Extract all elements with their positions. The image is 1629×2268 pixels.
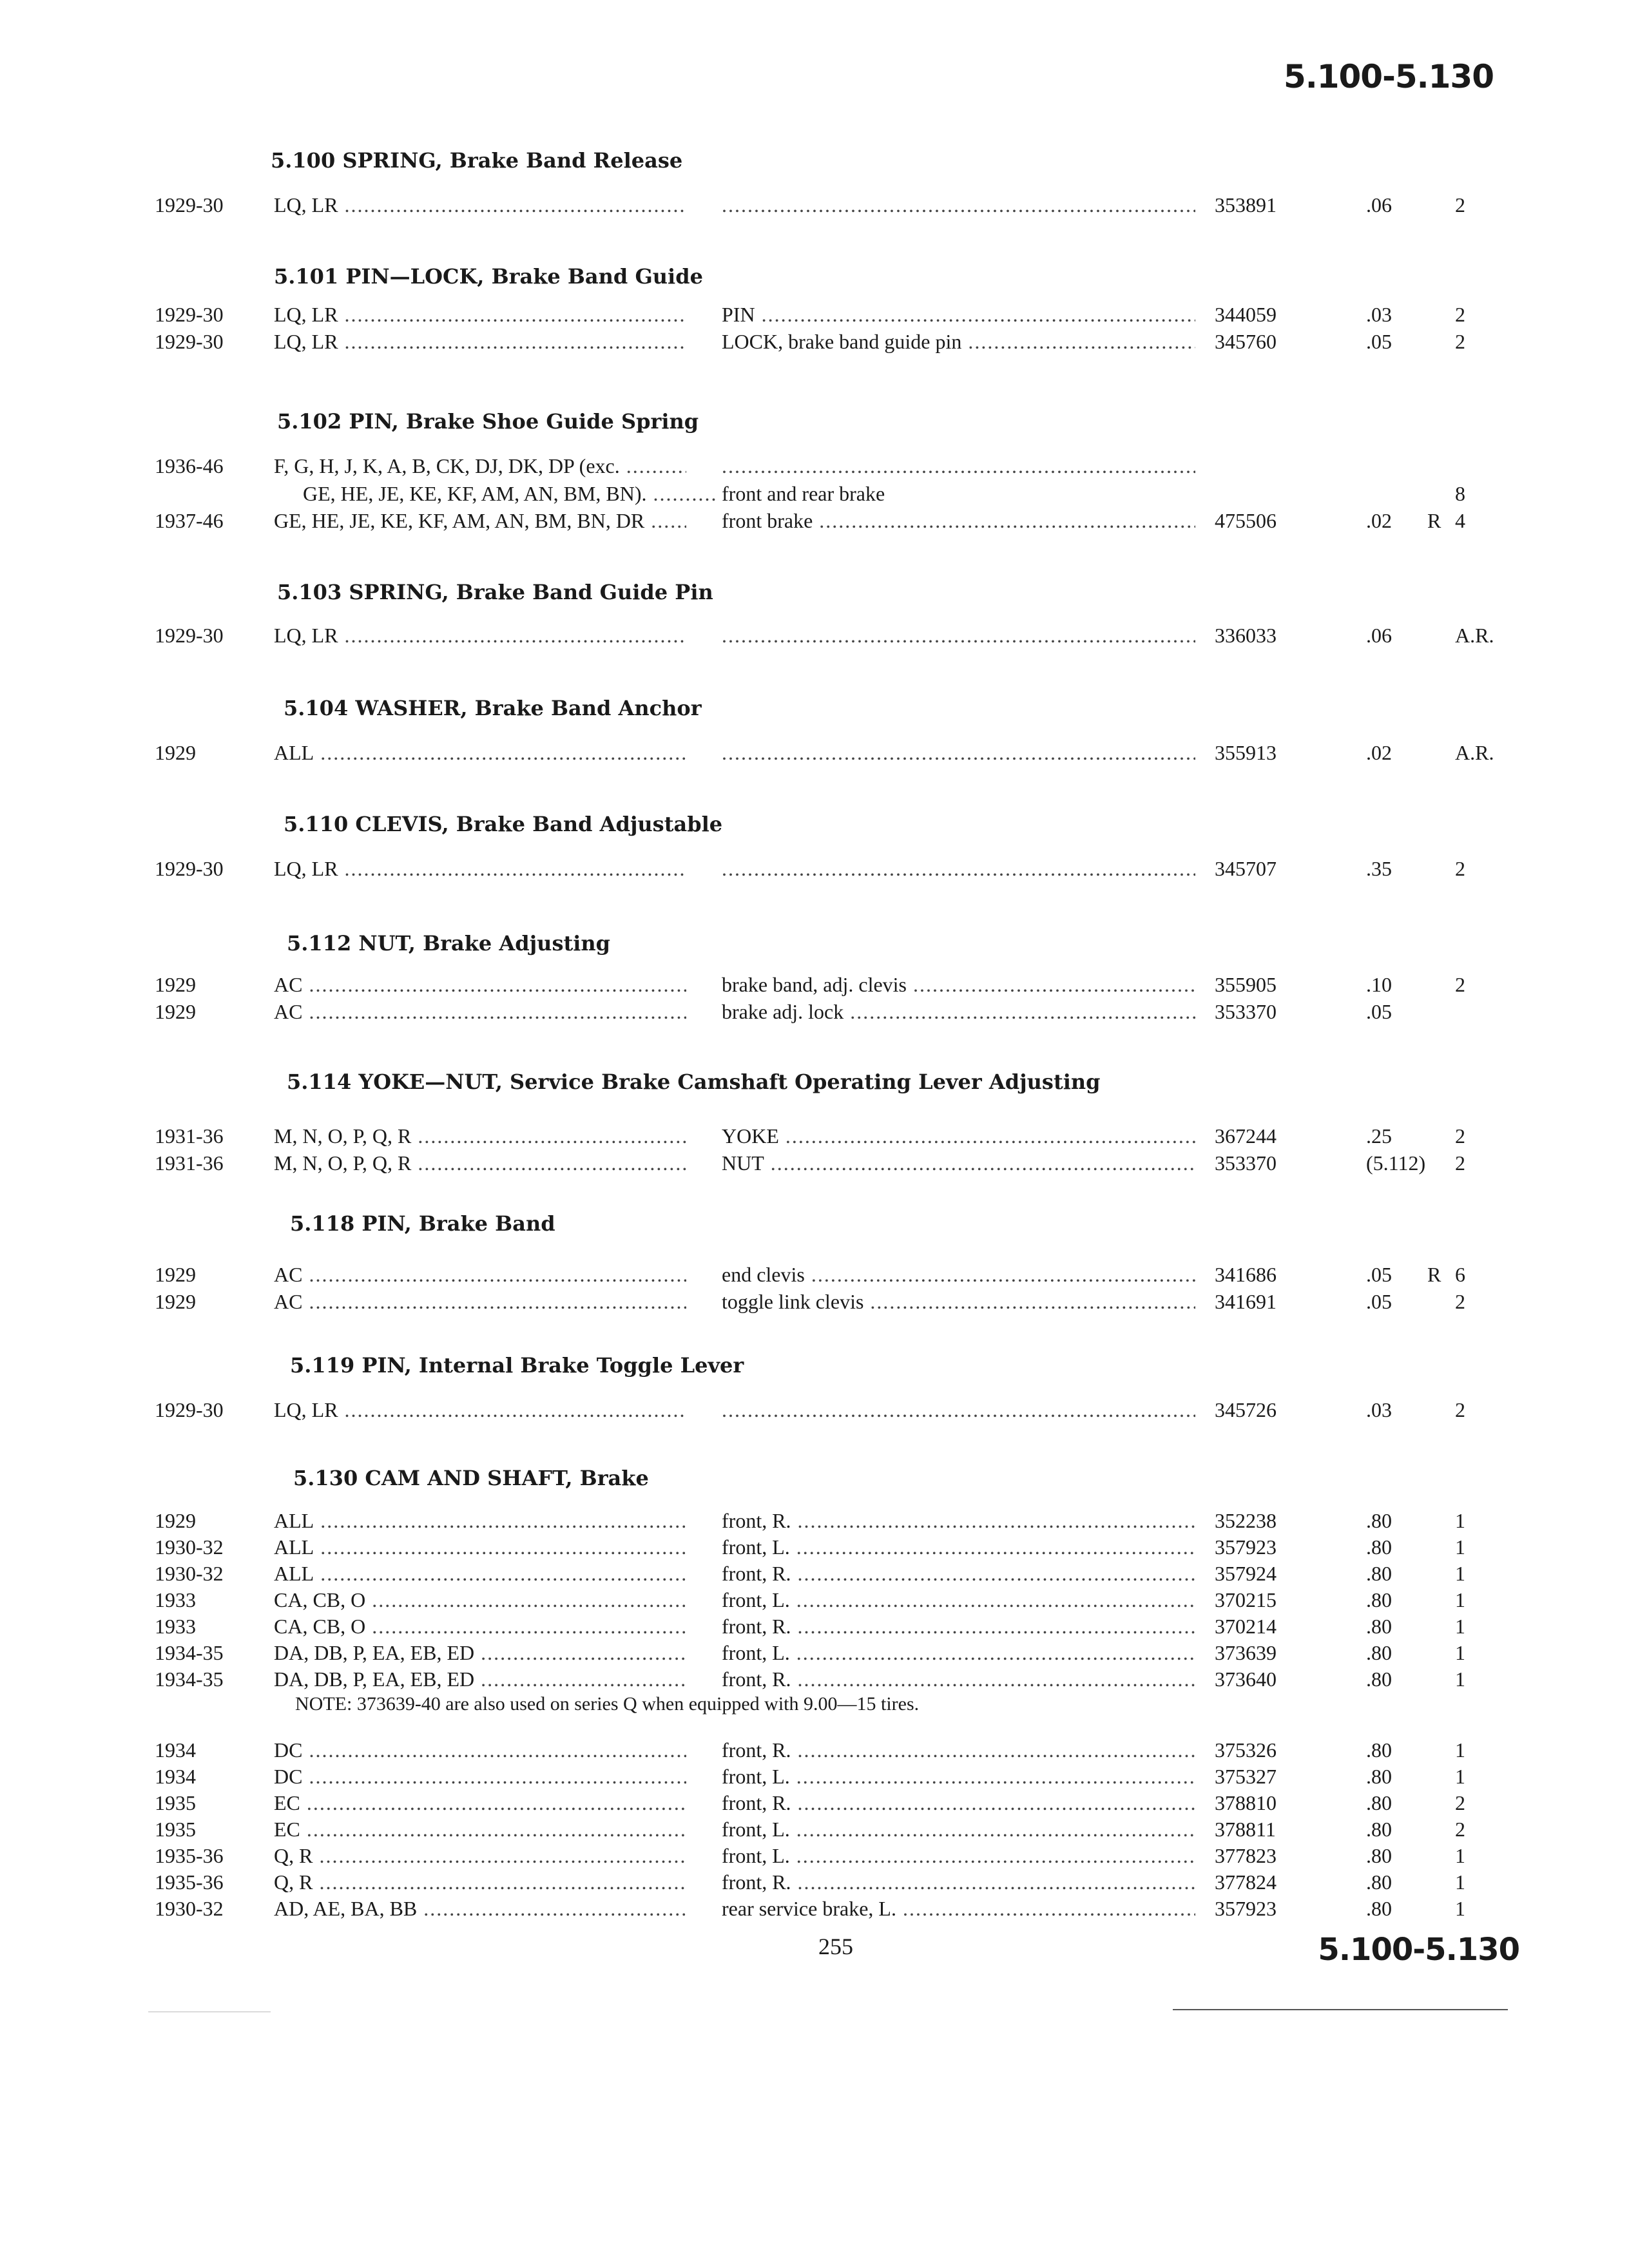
part-number-cell: 355905	[1215, 973, 1277, 996]
footer-range: 5.100-5.130	[1318, 1932, 1519, 1968]
year-cell: 1929	[155, 1263, 196, 1286]
description-cell: front, R. .....	[722, 1667, 1195, 1691]
part-number-cell: 353370	[1215, 1151, 1277, 1175]
section-title: 5.110 CLEVIS, Brake Band Adjustable	[284, 812, 723, 836]
part-number-cell: 336033	[1215, 624, 1277, 647]
quantity-cell: 4	[1455, 509, 1465, 532]
year-cell: 1930-32	[155, 1897, 224, 1920]
price-cell: .06	[1366, 193, 1392, 216]
model-cell: AC .....	[274, 1000, 686, 1024]
year-cell: 1929-30	[155, 1398, 224, 1421]
year-cell: 1934-35	[155, 1667, 224, 1691]
table-row	[0, 330, 1629, 358]
part-number-cell: 377823	[1215, 1844, 1277, 1867]
table-row	[0, 1151, 1629, 1180]
model-cell: AC .....	[274, 973, 686, 997]
description-cell: front, L. .....	[722, 1641, 1195, 1665]
section-title: 5.119 PIN, Internal Brake Toggle Lever	[290, 1353, 744, 1378]
table-row	[0, 1509, 1629, 1537]
price-cell: .80	[1366, 1509, 1392, 1532]
table-row	[0, 973, 1629, 1001]
quantity-cell: 1	[1455, 1509, 1465, 1532]
table-row	[0, 1398, 1629, 1427]
description-cell: front, R. .....	[722, 1791, 1195, 1815]
table-row	[0, 1844, 1629, 1872]
quantity-cell: A.R.	[1455, 624, 1494, 647]
year-cell: 1930-32	[155, 1562, 224, 1585]
quantity-cell: 2	[1455, 857, 1465, 880]
quantity-cell: 1	[1455, 1765, 1465, 1788]
table-row	[0, 1791, 1629, 1820]
description-cell: YOKE .....	[722, 1124, 1195, 1148]
description-cell	[722, 193, 1195, 217]
model-cell: AC .....	[274, 1263, 686, 1287]
quantity-cell: 2	[1455, 1124, 1465, 1148]
price-cell: .80	[1366, 1535, 1392, 1559]
description-cell: front, R. .....	[722, 1509, 1195, 1533]
year-cell: 1929	[155, 973, 196, 996]
year-cell: 1930-32	[155, 1535, 224, 1559]
table-row	[0, 1818, 1629, 1846]
part-number-cell: 370215	[1215, 1588, 1277, 1611]
quantity-cell: 2	[1455, 303, 1465, 326]
part-number-cell: 355913	[1215, 741, 1277, 764]
model-cell: ALL .....	[274, 1562, 686, 1586]
quantity-cell: 1	[1455, 1535, 1465, 1559]
quantity-cell: 2	[1455, 1398, 1465, 1421]
year-cell: 1931-36	[155, 1124, 224, 1148]
part-number-cell: 370214	[1215, 1615, 1277, 1638]
year-cell: 1934-35	[155, 1641, 224, 1664]
quantity-cell: 1	[1455, 1588, 1465, 1611]
year-cell: 1934	[155, 1738, 196, 1762]
model-cell: GE, HE, JE, KE, KF, AM, AN, BM, BN, DR .....	[274, 509, 686, 533]
description-cell: front and rear brake	[722, 482, 885, 505]
model-cell: Q, R .....	[274, 1870, 686, 1894]
quantity-cell: 2	[1455, 193, 1465, 216]
page-number: 255	[818, 1934, 853, 1959]
table-row	[0, 1738, 1629, 1767]
part-number-cell: 378811	[1215, 1818, 1276, 1841]
price-cell: .05	[1366, 1000, 1392, 1023]
description-cell: front, L. .....	[722, 1844, 1195, 1868]
table-row	[0, 1870, 1629, 1899]
model-cell: LQ, LR .....	[274, 330, 686, 354]
price-cell: .80	[1366, 1765, 1392, 1788]
part-number-cell: 475506	[1215, 509, 1277, 532]
model-cell: M, N, O, P, Q, R .....	[274, 1151, 686, 1175]
model-cell: LQ, LR .....	[274, 624, 686, 648]
section-title: 5.104 WASHER, Brake Band Anchor	[284, 696, 702, 720]
part-number-cell: 345726	[1215, 1398, 1277, 1421]
price-cell: .80	[1366, 1615, 1392, 1638]
model-cell: M, N, O, P, Q, R .....	[274, 1124, 686, 1148]
year-cell: 1935-36	[155, 1870, 224, 1894]
quantity-cell: A.R.	[1455, 741, 1494, 764]
year-cell: 1935	[155, 1791, 196, 1814]
price-cell: .80	[1366, 1791, 1392, 1814]
table-row	[0, 1641, 1629, 1669]
quantity-cell: 1	[1455, 1844, 1465, 1867]
model-cell: GE, HE, JE, KE, KF, AM, AN, BM, BN). .....	[303, 482, 715, 506]
description-cell: front, R. .....	[722, 1738, 1195, 1762]
table-row	[0, 857, 1629, 885]
year-cell: 1929	[155, 1509, 196, 1532]
price-cell: .25	[1366, 1124, 1392, 1148]
model-cell: CA, CB, O .....	[274, 1588, 686, 1612]
price-cell: (5.112)	[1366, 1151, 1426, 1175]
table-row	[0, 1263, 1629, 1291]
description-cell: front, R. .....	[722, 1615, 1195, 1639]
quantity-cell: 1	[1455, 1870, 1465, 1894]
description-cell: front, L. .....	[722, 1535, 1195, 1559]
section-title: 5.102 PIN, Brake Shoe Guide Spring	[277, 409, 699, 434]
part-number-cell: 367244	[1215, 1124, 1277, 1148]
price-cell: .03	[1366, 303, 1392, 326]
part-number-cell: 375327	[1215, 1765, 1277, 1788]
description-cell: front brake .....	[722, 509, 1195, 533]
table-row	[0, 1290, 1629, 1318]
model-cell: LQ, LR .....	[274, 857, 686, 881]
part-number-cell: 353370	[1215, 1000, 1277, 1023]
table-row	[0, 624, 1629, 652]
part-number-cell: 377824	[1215, 1870, 1277, 1894]
flag-cell: R	[1427, 1263, 1441, 1286]
description-cell: front, R. .....	[722, 1870, 1195, 1894]
quantity-cell: 2	[1455, 1818, 1465, 1841]
price-cell: .80	[1366, 1562, 1392, 1585]
quantity-cell: 1	[1455, 1738, 1465, 1762]
model-cell: LQ, LR .....	[274, 193, 686, 217]
quantity-cell: 1	[1455, 1562, 1465, 1585]
section-title: 5.101 PIN—LOCK, Brake Band Guide	[274, 264, 703, 289]
part-number-cell: 341691	[1215, 1290, 1277, 1313]
year-cell: 1929-30	[155, 330, 224, 353]
section-title: 5.103 SPRING, Brake Band Guide Pin	[277, 580, 713, 604]
section-note: NOTE: 373639-40 are also used on series Q when equipped with 9.00—15 tires.	[295, 1693, 920, 1715]
table-row	[0, 454, 1629, 483]
model-cell: F, G, H, J, K, A, B, CK, DJ, DK, DP (exc. .....	[274, 454, 686, 478]
model-cell: DC .....	[274, 1738, 686, 1762]
price-cell: .80	[1366, 1738, 1392, 1762]
description-cell: toggle link clevis .....	[722, 1290, 1195, 1314]
model-cell: ALL .....	[274, 741, 686, 765]
header-range: 5.100-5.130	[1283, 58, 1494, 95]
quantity-cell: 2	[1455, 1791, 1465, 1814]
description-cell	[722, 624, 1195, 648]
part-number-cell: 345760	[1215, 330, 1277, 353]
year-cell: 1931-36	[155, 1151, 224, 1175]
part-number-cell: 373639	[1215, 1641, 1277, 1664]
year-cell: 1929-30	[155, 857, 224, 880]
model-cell: DA, DB, P, EA, EB, ED .....	[274, 1667, 686, 1691]
description-cell: brake adj. lock .....	[722, 1000, 1195, 1024]
part-number-cell: 344059	[1215, 303, 1277, 326]
price-cell: .80	[1366, 1818, 1392, 1841]
year-cell: 1929	[155, 741, 196, 764]
model-cell: Q, R .....	[274, 1844, 686, 1868]
price-cell: .35	[1366, 857, 1392, 880]
table-row	[0, 1588, 1629, 1617]
price-cell: .80	[1366, 1870, 1392, 1894]
price-cell: .80	[1366, 1844, 1392, 1867]
table-row	[0, 741, 1629, 769]
table-row	[0, 193, 1629, 222]
quantity-cell: 1	[1455, 1641, 1465, 1664]
price-cell: .80	[1366, 1588, 1392, 1611]
flag-cell: R	[1427, 509, 1441, 532]
description-cell: PIN .....	[722, 303, 1195, 327]
description-cell: front, L. .....	[722, 1818, 1195, 1841]
model-cell: EC .....	[274, 1818, 686, 1841]
part-number-cell: 357923	[1215, 1535, 1277, 1559]
model-cell: DC .....	[274, 1765, 686, 1789]
description-cell: front, L. .....	[722, 1588, 1195, 1612]
year-cell: 1933	[155, 1588, 196, 1611]
year-cell: 1933	[155, 1615, 196, 1638]
quantity-cell: 6	[1455, 1263, 1465, 1286]
year-cell: 1937-46	[155, 509, 224, 532]
bottom-rule	[1173, 2009, 1508, 2010]
year-cell: 1935	[155, 1818, 196, 1841]
year-cell: 1936-46	[155, 454, 224, 477]
description-cell: front, L. .....	[722, 1765, 1195, 1789]
price-cell: .05	[1366, 330, 1392, 353]
table-row	[0, 1615, 1629, 1643]
model-cell: ALL .....	[274, 1535, 686, 1559]
year-cell: 1929	[155, 1290, 196, 1313]
part-number-cell: 373640	[1215, 1667, 1277, 1691]
model-cell: AC .....	[274, 1290, 686, 1314]
quantity-cell: 2	[1455, 1151, 1465, 1175]
quantity-cell: 2	[1455, 973, 1465, 996]
quantity-cell: 1	[1455, 1615, 1465, 1638]
section-title: 5.100 SPRING, Brake Band Release	[271, 148, 683, 173]
section-title: 5.130 CAM AND SHAFT, Brake	[293, 1466, 649, 1490]
section-title: 5.112 NUT, Brake Adjusting	[287, 931, 611, 956]
table-row	[0, 303, 1629, 331]
price-cell: .02	[1366, 741, 1392, 764]
description-cell	[722, 1398, 1195, 1422]
price-cell: .80	[1366, 1641, 1392, 1664]
section-title: 5.114 YOKE—NUT, Service Brake Camshaft Operating Lever Adjusting	[287, 1070, 1101, 1094]
model-cell: EC .....	[274, 1791, 686, 1815]
description-cell: LOCK, brake band guide pin .....	[722, 330, 1195, 354]
price-cell: .05	[1366, 1290, 1392, 1313]
price-cell: .06	[1366, 624, 1392, 647]
table-row	[0, 509, 1629, 537]
model-cell: DA, DB, P, EA, EB, ED .....	[274, 1641, 686, 1665]
quantity-cell: 1	[1455, 1897, 1465, 1920]
table-row	[0, 1535, 1629, 1564]
part-number-cell: 357924	[1215, 1562, 1277, 1585]
part-number-cell: 378810	[1215, 1791, 1277, 1814]
description-cell: front, R. .....	[722, 1562, 1195, 1586]
table-row	[0, 1124, 1629, 1153]
description-cell	[722, 741, 1195, 765]
year-cell: 1934	[155, 1765, 196, 1788]
part-number-cell: 345707	[1215, 857, 1277, 880]
description-cell	[722, 857, 1195, 881]
part-number-cell: 341686	[1215, 1263, 1277, 1286]
year-cell: 1929	[155, 1000, 196, 1023]
price-cell: .10	[1366, 973, 1392, 996]
price-cell: .02	[1366, 509, 1392, 532]
description-cell: NUT .....	[722, 1151, 1195, 1175]
section-title: 5.118 PIN, Brake Band	[290, 1211, 555, 1236]
description-cell: rear service brake, L. .....	[722, 1897, 1195, 1921]
part-number-cell: 357923	[1215, 1897, 1277, 1920]
year-cell: 1935-36	[155, 1844, 224, 1867]
description-cell: brake band, adj. clevis .....	[722, 973, 1195, 997]
year-cell: 1929-30	[155, 624, 224, 647]
table-row	[0, 1897, 1629, 1925]
quantity-cell: 2	[1455, 330, 1465, 353]
model-cell: CA, CB, O .....	[274, 1615, 686, 1639]
description-cell	[722, 454, 1195, 478]
quantity-cell: 1	[1455, 1667, 1465, 1691]
table-row	[0, 1667, 1629, 1696]
model-cell: LQ, LR .....	[274, 303, 686, 327]
model-cell: ALL .....	[274, 1509, 686, 1533]
price-cell: .05	[1366, 1263, 1392, 1286]
price-cell: .03	[1366, 1398, 1392, 1421]
part-number-cell: 352238	[1215, 1509, 1277, 1532]
table-row	[0, 482, 1629, 510]
description-cell: end clevis .....	[722, 1263, 1195, 1287]
price-cell: .80	[1366, 1667, 1392, 1691]
model-cell: LQ, LR .....	[274, 1398, 686, 1422]
table-row	[0, 1562, 1629, 1590]
model-cell: AD, AE, BA, BB .....	[274, 1897, 686, 1921]
price-cell: .80	[1366, 1897, 1392, 1920]
part-number-cell: 375326	[1215, 1738, 1277, 1762]
table-row	[0, 1000, 1629, 1028]
part-number-cell: 353891	[1215, 193, 1277, 216]
year-cell: 1929-30	[155, 193, 224, 216]
quantity-cell: 2	[1455, 1290, 1465, 1313]
year-cell: 1929-30	[155, 303, 224, 326]
quantity-cell: 8	[1455, 482, 1465, 505]
table-row	[0, 1765, 1629, 1793]
